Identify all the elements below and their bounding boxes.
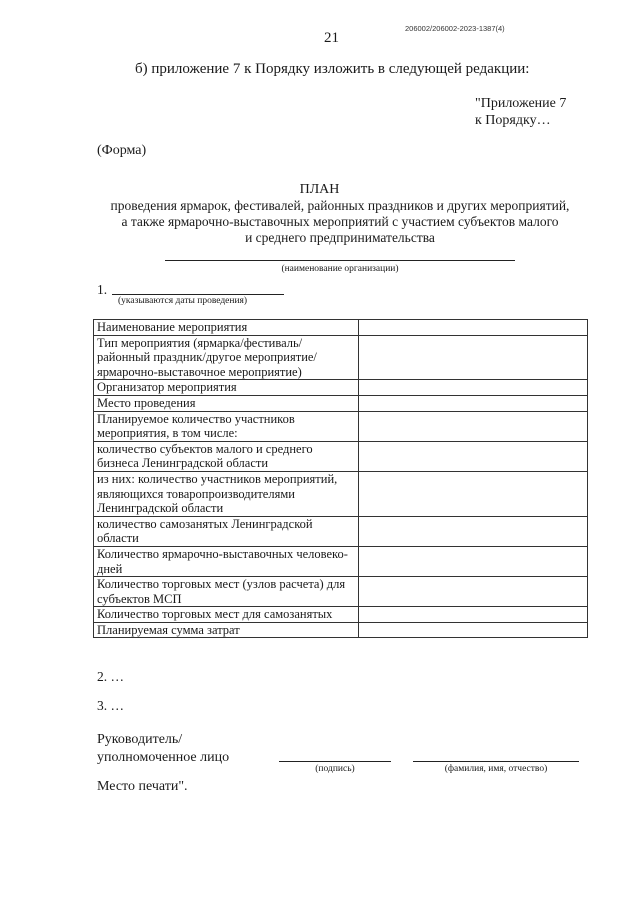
subtitle-line1: проведения ярмарок, фестивалей, районных праздников и других мероприятий, — [110, 198, 570, 213]
table-row — [94, 335, 588, 380]
table-row — [94, 471, 588, 516]
table-row — [94, 622, 588, 638]
signatory-label — [97, 731, 229, 767]
row-value-cell — [359, 622, 588, 638]
table-row — [94, 607, 588, 623]
page-number: 21 — [324, 30, 339, 46]
row-value-cell — [359, 577, 588, 607]
row-value-cell — [359, 546, 588, 576]
full-name-caption: (фамилия, имя, отчество) — [444, 764, 548, 774]
organization-name-line — [165, 260, 515, 261]
row-label: Планируемое количество участников мероприятия, в том числе: — [94, 411, 359, 441]
row-value-cell — [359, 471, 588, 516]
row-label: из них: количество участников мероприятий, являющихся товаропроизводителями Ленинградской области — [94, 471, 359, 516]
row-label: Наименование мероприятия — [94, 320, 359, 336]
document-code: 206002/206002-2023-1387(4) — [405, 24, 505, 33]
row-value-cell — [359, 441, 588, 471]
row-label: Планируемая сумма затрат — [94, 622, 359, 638]
signatory-label-line2: уполномоченное лицо — [97, 750, 230, 765]
row-label: количество самозанятых Ленинградской области — [94, 516, 359, 546]
row-value-cell — [359, 335, 588, 380]
row-value-cell — [359, 395, 588, 411]
signature-caption: (подпись) — [315, 764, 355, 774]
row-label: Количество торговых мест (узлов расчета) для субъектов МСП — [94, 577, 359, 607]
event-dates-line — [112, 294, 284, 295]
subtitle-line2: а также ярмарочно-выставочных мероприятий с участием субъектов малого — [121, 214, 559, 229]
row-label: Тип мероприятия (ярмарка/фестиваль/районный праздник/другое мероприятие/ярмарочно-выставочное мероприятие) — [94, 335, 359, 380]
table-row — [94, 320, 588, 336]
table-row — [94, 546, 588, 576]
form-label: (Форма) — [97, 143, 147, 158]
row-value-cell — [359, 411, 588, 441]
appendix-reference — [475, 95, 566, 129]
row-value-cell — [359, 516, 588, 546]
table-row — [94, 516, 588, 546]
row-label: Количество ярмарочно-выставочных человеко-дней — [94, 546, 359, 576]
table-row — [94, 577, 588, 607]
appendix-reference-line2: к Порядку… — [475, 113, 551, 128]
event-dates-caption: (указываются даты проведения) — [118, 296, 248, 306]
document-subtitle — [100, 198, 580, 246]
row-label: Место проведения — [94, 395, 359, 411]
row-value-cell — [359, 380, 588, 396]
plan-table — [93, 319, 588, 638]
stamp-place: Место печати". — [97, 779, 188, 794]
organization-caption: (наименование организации) — [281, 264, 399, 274]
row-label: Количество торговых мест для самозанятых — [94, 607, 359, 623]
intro-text: б) приложение 7 к Порядку изложить в следующей редакции: — [135, 61, 530, 77]
table-row — [94, 395, 588, 411]
item-3: 3. … — [97, 698, 124, 713]
table-row — [94, 441, 588, 471]
subtitle-line3: и среднего предпринимательства — [245, 230, 435, 245]
signature-line — [279, 761, 391, 762]
signatory-label-line1: Руководитель/ — [97, 732, 183, 747]
row-label: количество субъектов малого и среднего бизнеса Ленинградской области — [94, 441, 359, 471]
row-label: Организатор мероприятия — [94, 380, 359, 396]
table-row — [94, 380, 588, 396]
table-row — [94, 411, 588, 441]
row-value-cell — [359, 320, 588, 336]
appendix-reference-line1: "Приложение 7 — [475, 96, 567, 111]
full-name-line — [413, 761, 579, 762]
item-1-number: 1. — [97, 282, 108, 297]
row-value-cell — [359, 607, 588, 623]
document-title: ПЛАН — [299, 182, 340, 197]
item-2: 2. … — [97, 669, 124, 684]
